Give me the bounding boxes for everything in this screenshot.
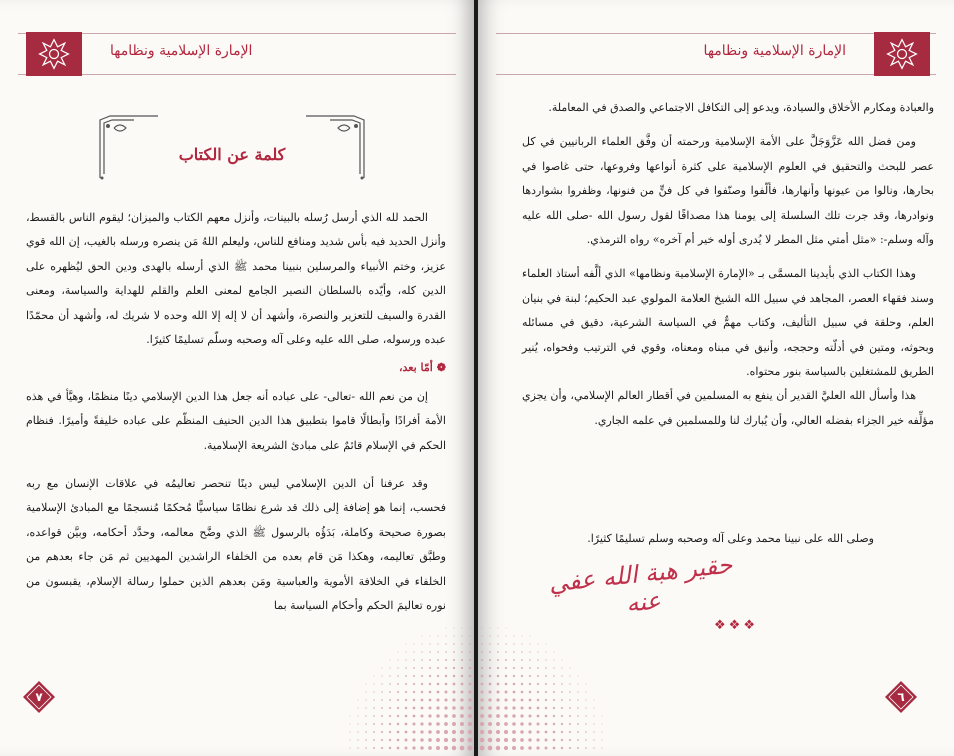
ornament-divider-icon: ❖❖❖ (714, 618, 758, 633)
dot-pattern-decoration (330, 600, 474, 756)
subheading (26, 356, 446, 380)
signature-text: حقير هبة الله عفي عنه (547, 550, 734, 618)
paragraph: ومن فضل الله عَزَّوَجَلَّ على الأمة الإسلامية ورحمته أن وفَّق العلماء الربانيين في كل عصر للبحث والتحقيق في العلوم الإسلامية على كثرة أنواعها وفروعها، حتى غاصوا في بحارها، ونالوا من عيونها وأنهارها، فألّفوا وصنّفوا في كل فنٍّ من فنونها، وظفروا بشواردها ونوادرها، وقد جرت تلك السلسلة إلى يومنا هذا مصداقًا لقول رسول الله -صلى الله عليه وآله وسلم-: «مثل أمتي مثل المطر لا يُدرى أوله خير أم آخره» رواه الترمذي. (522, 135, 934, 247)
paragraph: إن من نعم الله -تعالى- على عباده أنه جعل هذا الدين الإسلامي دينًا منظمًا، وهيَّأ في هذه الأمة أفرادًا وأبطالًا قاموا بتطبيق هذا الدين الحنيف المنظّم على عباده خليفةً وأميرًا. فنظام الحكم في الإسلام قائمٌ على مبادئ الشريعة الإسلامية. (26, 389, 446, 452)
running-header-title: الإمارة الإسلامية ونظامها (110, 43, 253, 59)
page-number: ٦ (897, 690, 905, 704)
left-page-header (18, 33, 456, 75)
paragraph: هذا وأسأل الله العليَّ القدير أن ينفع به المسلمين في أقطار العالم الإسلامي، وأن يجزي مؤلِّفه خير الجزاء بفضله العالي، وأن يُبارك لنا وللمسلمين في علمه الجاري. (522, 389, 934, 427)
rosette-emblem-icon (874, 32, 930, 76)
paragraph: وهذا الكتاب الذي بأيدينا المسمَّى بـ «الإمارة الإسلامية ونظامها» الذي ألَّفه أستاذ العلماء وسند فقهاء العصر، المجاهد في سبيل الله الشيخ العلامة المولوي عبد الحكيم؛ لبنة في بنيان العلم، وحلقة في سبيل التأليف، وكتاب مهمٌّ في السياسة الشرعية، دقيق في مسائله وبحوثه، ومتين في أدلّته وحججه، وأنيق في مبناه ومعناه، وقوي في الترتيب وفحواه، يُنير الطريق للمشتغلين بالسياسة بنور محتواه. (522, 267, 934, 379)
subheading-text: أمّا بعد، (398, 361, 433, 375)
paragraph: وقد عرفنا أن الدين الإسلامي ليس دينًا تنحصر تعاليمُه في علاقات الإنسان مع ربه فحسب، إنما هو إضافة إلى ذلك قد شرع نظامًا سياسيًّا مُحكمًا مُنسجمًا مع المبادئ الإسلامية بصورة صحيحة وكاملة، بَدَؤُه بالرسول ﷺ الذي وضَّح معالمه، وحدَّد أحكامه، وبيَّن قواعده، وطبَّق تعاليمه، وهكذا مَن قام بعده من الخلفاء الراشدين المهديين ثم مَن جاء بعدهم من الخلفاء في الخلافة الأموية والعباسية ومَن بعدهم الذين حملوا رسالة الإسلام، يقبسون من نوره تعاليمَ الحكم وأحكام السياسة بما (26, 477, 446, 613)
closing-line: وصلى الله على نبينا محمد وعلى آله وصحبه وسلم تسليمًا كثيرًا. (587, 532, 874, 545)
left-page (0, 0, 474, 756)
page-number: ٧ (35, 690, 43, 704)
right-page-body (522, 96, 934, 433)
flower-bullet-icon: ❁ (436, 361, 446, 375)
section-title-frame (98, 114, 366, 180)
paragraph: الحمد لله الذي أرسل رُسله بالبينات، وأنزل معهم الكتاب والميزان؛ ليقوم الناس بالقسط، وأنزل الحديد فيه بأس شديد ومنافع للناس، وليعلم اللهُ مَن ينصره ورسله بالغيب، إن الله قوي عزيز، وختم الأنبياء والمرسلين بنبينا محمد ﷺ الذي أرسله بالهدى ودين الحق ليُظهره على الدين كله، وأيّده بالسلطان النصير الجامع لمعنى العلم والقلم للهداية والسياسة، ومعنى القدرة والسيف للتعزير والنصرة، وأشهد أن لا إله إلا الله وحده لا شريك له، وأشهد أن محمّدًا عبده ورسوله، صلى الله عليه وعلى آله وصحبه وسلّم تسليمًا كثيرًا. (26, 211, 446, 347)
left-page-body (26, 206, 446, 619)
dot-pattern-decoration (478, 600, 628, 756)
section-title: كلمة عن الكتاب (178, 145, 286, 164)
rosette-emblem-icon (26, 32, 82, 76)
paragraph: والعبادة ومكارم الأخلاق والسيادة، ويدعو إلى التكافل الاجتماعي والصدق في المعاملة. (548, 101, 934, 114)
page-number-badge (884, 680, 918, 714)
right-page-header (496, 33, 936, 75)
page-number-badge (22, 680, 56, 714)
right-page (478, 0, 954, 756)
running-header-title: الإمارة الإسلامية ونظامها (703, 43, 846, 59)
